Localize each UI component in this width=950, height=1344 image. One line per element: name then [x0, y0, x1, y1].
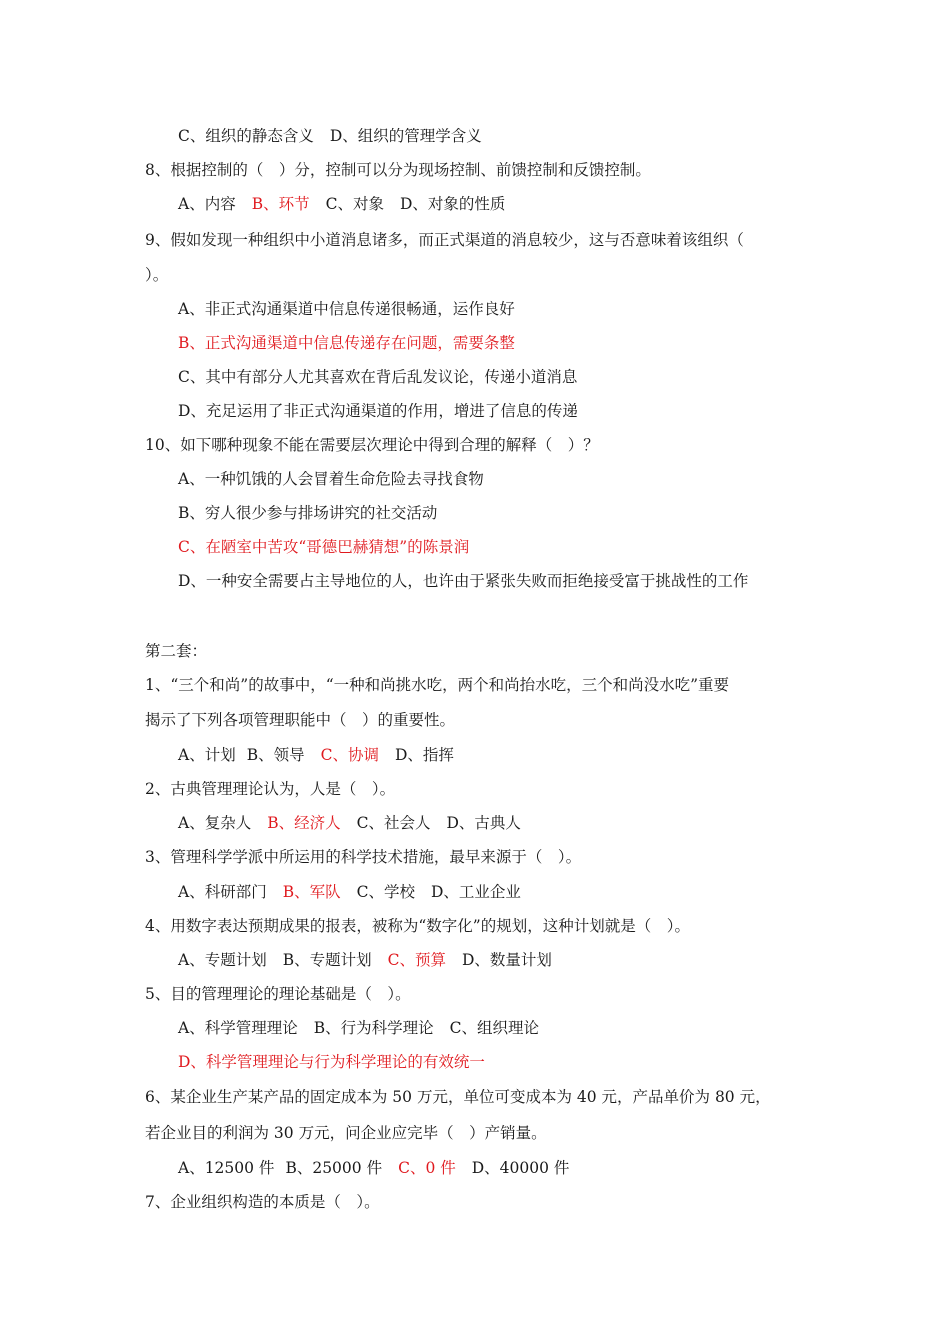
option-b-answer: B、环节 — [251, 195, 310, 213]
option-c-answer: C、协调 — [320, 746, 379, 764]
option-b: B、专题计划 — [282, 951, 372, 969]
option-c-answer: C、预算 — [387, 951, 446, 969]
s2-q5-options — [178, 1011, 539, 1045]
option-c: C、对象 — [325, 195, 384, 213]
s2-q5-option-d-answer: D、科学管理理论与行为科学理论的有效统一 — [178, 1053, 485, 1071]
option-c: C、组织的静态含义 — [178, 127, 314, 145]
s2-question-1-stem: 1、“三个和尚”的故事中，“一种和尚挑水吃，两个和尚抬水吃，三个和尚没水吃”重要 — [145, 676, 730, 694]
q10-option-a: A、一种饥饿的人会冒着生命危险去寻找食物 — [178, 470, 484, 488]
q8-options — [178, 187, 505, 221]
s2-q3-options — [178, 875, 521, 909]
option-b: B、25000 件 — [285, 1159, 383, 1177]
s2-question-3-stem: 3、管理科学学派中所运用的科学技术措施，最早来源于（ ）。 — [145, 848, 582, 866]
question-9-stem: 9、假如发现一种组织中小道消息诸多，而正式渠道的消息较少，这与否意味着该组织（ — [145, 231, 744, 249]
option-d: D、40000 件 — [471, 1159, 570, 1177]
option-c: C、社会人 — [356, 814, 431, 832]
option-a: A、专题计划 — [178, 951, 267, 969]
s2-question-6-stem: 6、某企业生产某产品的固定成本为 50 万元，单位可变成本为 40 元，产品单价为 80 元， — [145, 1088, 771, 1106]
option-c: C、学校 — [356, 883, 415, 901]
option-d: D、数量计划 — [461, 951, 552, 969]
s2-question-2-stem: 2、古典管理理论认为，人是（ ）。 — [145, 780, 396, 798]
option-a: A、计划 — [178, 746, 236, 764]
option-d: D、工业企业 — [430, 883, 521, 901]
option-d: D、指挥 — [394, 746, 454, 764]
option-b: B、领导 — [246, 746, 305, 764]
s2-question-7-stem: 7、企业组织构造的本质是（ ）。 — [145, 1193, 380, 1211]
option-b: B、行为科学理论 — [313, 1019, 434, 1037]
section-heading: 第二套： — [145, 642, 208, 660]
q9-option-c: C、其中有部分人尤其喜欢在背后乱发议论，传递小道消息 — [178, 368, 578, 386]
option-a: A、内容 — [178, 195, 236, 213]
q10-option-b: B、穷人很少参与排场讲究的社交活动 — [178, 504, 438, 522]
option-b-answer: B、经济人 — [267, 814, 341, 832]
option-a: A、12500 件 — [178, 1159, 275, 1177]
option-d: D、对象的性质 — [399, 195, 506, 213]
q10-option-d: D、一种安全需要占主导地位的人，也许由于紧张失败而拒绝接受富于挑战性的工作 — [178, 572, 749, 590]
s2-q2-options — [178, 806, 521, 840]
option-a: A、科研部门 — [178, 883, 267, 901]
q9-option-b-answer: B、正式沟通渠道中信息传递存在问题，需要条整 — [178, 334, 515, 352]
option-c: C、组织理论 — [449, 1019, 539, 1037]
s2-question-1-stem-cont: 揭示了下列各项管理职能中（ ）的重要性。 — [145, 711, 456, 729]
option-c-answer: C、0 件 — [398, 1159, 456, 1177]
q7-options — [178, 119, 482, 153]
s2-q1-options — [178, 738, 454, 772]
question-8-stem: 8、根据控制的（ ）分，控制可以分为现场控制、前馈控制和反馈控制。 — [145, 161, 651, 179]
s2-question-5-stem: 5、目的管理理论的理论基础是（ ）。 — [145, 985, 411, 1003]
s2-question-6-stem-cont: 若企业目的利润为 30 万元，问企业应完毕（ ）产销量。 — [145, 1124, 547, 1142]
s2-q6-options — [178, 1151, 569, 1185]
option-a: A、复杂人 — [178, 814, 252, 832]
q9-option-a: A、非正式沟通渠道中信息传递很畅通，运作良好 — [178, 300, 515, 318]
option-d: D、古典人 — [446, 814, 521, 832]
option-a: A、科学管理理论 — [178, 1019, 298, 1037]
option-d: D、组织的管理学含义 — [329, 127, 482, 145]
question-10-stem: 10、如下哪种现象不能在需要层次理论中得到合理的解释（ ）？ — [145, 436, 599, 454]
q10-option-c-answer: C、在陋室中苦攻“哥德巴赫猜想”的陈景润 — [178, 538, 470, 556]
q9-option-d: D、充足运用了非正式沟通渠道的作用，增进了信息的传递 — [178, 402, 578, 420]
option-b-answer: B、军队 — [282, 883, 341, 901]
s2-q4-options — [178, 943, 552, 977]
s2-question-4-stem: 4、用数字表达预期成果的报表，被称为“数字化”的规划，这种计划就是（ ）。 — [145, 917, 690, 935]
question-9-stem-cont: ）。 — [145, 266, 169, 284]
